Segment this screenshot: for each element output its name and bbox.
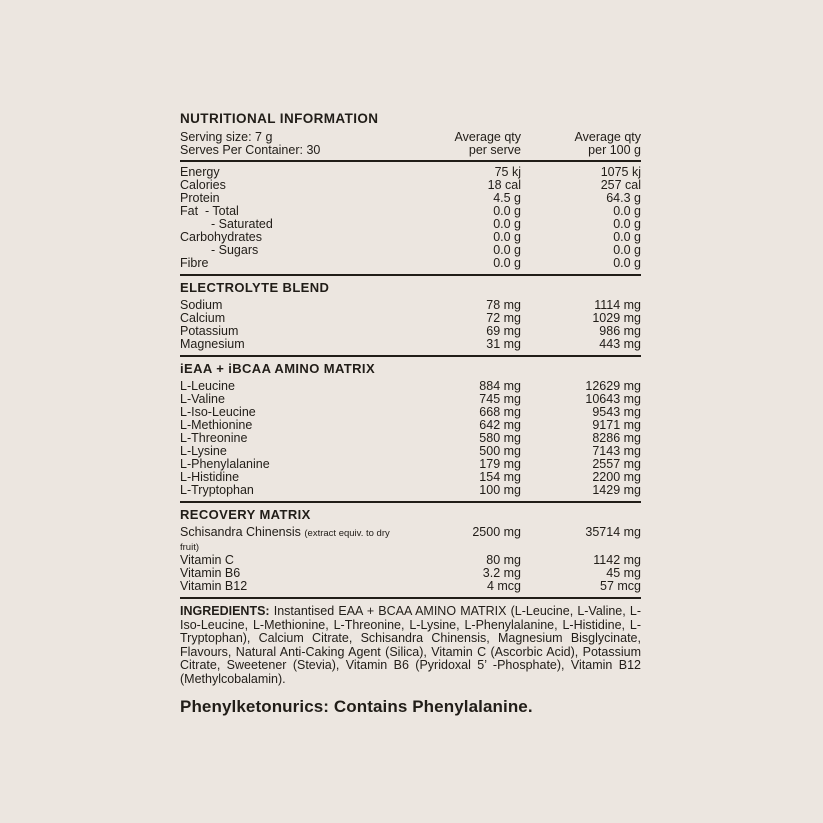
row-label: L-Histidine (180, 470, 240, 484)
table-header (180, 131, 641, 157)
row-qty-per-serve: 2500 mg (472, 525, 521, 539)
row-label: Vitamin B6 (180, 566, 241, 580)
row-qty-per-100g: 0.0 g (613, 256, 641, 270)
row-qty-per-100g: 64.3 g (606, 191, 641, 205)
row-qty-per-serve: 0.0 g (493, 256, 521, 270)
row-qty-per-100g: 35714 mg (585, 525, 641, 539)
row-qty-per-100g: 986 mg (599, 324, 641, 338)
row-qty-per-100g: 1029 mg (592, 311, 641, 325)
row-qty-per-100g: 1075 kj (600, 165, 641, 179)
nutrition-label (180, 112, 641, 716)
row-label: L-Tryptophan (180, 483, 254, 497)
row-label: Fibre (180, 256, 209, 270)
row-l-phenylalanine (180, 458, 641, 471)
row-qty-per-100g: 2557 mg (592, 457, 641, 471)
row-qty-per-serve: 4 mcg (486, 579, 521, 593)
row-qty-per-serve: 0.0 g (493, 230, 521, 244)
row-qty-per-serve: 3.2 mg (482, 566, 521, 580)
row-calories (180, 179, 641, 192)
row-potassium (180, 325, 641, 338)
row-l-leucine (180, 380, 641, 393)
row-label: L-Threonine (180, 431, 248, 445)
row-qty-per-100g: 1142 mg (593, 553, 641, 567)
row-magnesium (180, 338, 641, 351)
row-label: Energy (180, 165, 220, 179)
row-label: Vitamin B12 (180, 579, 248, 593)
row-qty-per-serve: 18 cal (487, 178, 521, 192)
row-label: Calcium (180, 311, 226, 325)
row-qty-per-100g: 1429 mg (592, 483, 641, 497)
row-fibre (180, 257, 641, 270)
phenylketonurics-warning: Phenylketonurics: Contains Phenylalanine. (180, 697, 533, 716)
row-l-tryptophan (180, 484, 641, 497)
electrolyte-rows (180, 295, 641, 355)
ingredients-label: INGREDIENTS: (180, 604, 270, 618)
row-qty-per-serve: 668 mg (479, 405, 521, 419)
section-heading-electrolyte: ELECTROLYTE BLEND (180, 280, 330, 295)
row-qty-per-100g: 8286 mg (592, 431, 641, 445)
row-label: Schisandra Chinensis (extract equiv. to dry fruit) (180, 525, 390, 553)
row-sugars (180, 244, 641, 257)
row-schisandra-chinensis (180, 526, 641, 554)
row-label: L-Methionine (180, 418, 253, 432)
row-l-threonine (180, 432, 641, 445)
row-qty-per-serve: 31 mg (486, 337, 521, 351)
row-qty-per-100g: 0.0 g (613, 230, 641, 244)
ingredients-text: Instantised EAA + BCAA AMINO MATRIX (L-Leucine, L-Valine, L-Iso-Leucine, L-Methionine, L-Threonine, L-Lysine, L-Phenylalanine, L-Histidine, L-Tryptophan), Calcium Citrate, Schisandra Chinensis, Magnesium Bisglycinate, Flavours, Natural Anti-Caking Agent (Silica), Vitamin C (Ascorbic Acid), Potassium Citrate, Sweetener (Stevia), Vitamin B6 (Pyridoxal 5’ -Phosphate), Vitamin B12 (Methylcobalamin). (180, 604, 641, 686)
row-energy (180, 166, 641, 179)
row-label: Sodium (180, 298, 223, 312)
row-label: L-Valine (180, 392, 225, 406)
row-l-methionine (180, 419, 641, 432)
row-qty-per-serve: 580 mg (479, 431, 521, 445)
row-qty-per-100g: 9543 mg (592, 405, 641, 419)
nutrition-title: NUTRITIONAL INFORMATION (180, 111, 379, 126)
row-label: L-Lysine (180, 444, 227, 458)
row-label: L-Iso-Leucine (180, 405, 256, 419)
row-label: - Saturated (211, 217, 273, 231)
serving-info (180, 131, 401, 157)
row-label: Calories (180, 178, 226, 192)
row-qty-per-100g: 0.0 g (613, 243, 641, 257)
row-qty-per-serve: 179 mg (479, 457, 521, 471)
row-qty-per-serve: 100 mg (479, 483, 521, 497)
column-header-per-100g: Average qty per 100 g (574, 130, 641, 157)
row-qty-per-serve: 0.0 g (493, 217, 521, 231)
row-label: - Sugars (211, 243, 259, 257)
recovery-rows (180, 522, 641, 597)
row-vitamin-c (180, 554, 641, 567)
column-header-per-serve: Average qty per serve (454, 130, 521, 157)
row-qty-per-serve: 0.0 g (493, 243, 521, 257)
row-qty-per-serve: 884 mg (479, 379, 521, 393)
row-qty-per-100g: 10643 mg (585, 392, 641, 406)
serves-per-container: Serves Per Container: 30 (180, 143, 321, 157)
row-sodium (180, 299, 641, 312)
row-calcium (180, 312, 641, 325)
section-heading-recovery: RECOVERY MATRIX (180, 507, 311, 522)
row-label: Magnesium (180, 337, 245, 351)
row-vitamin-b6 (180, 567, 641, 580)
row-label-note: (extract equiv. to dry fruit) (180, 528, 390, 553)
row-protein (180, 192, 641, 205)
row-qty-per-serve: 69 mg (486, 324, 521, 338)
row-qty-per-100g: 257 cal (600, 178, 641, 192)
row-qty-per-100g: 0.0 g (613, 217, 641, 231)
row-label: Vitamin C (180, 553, 234, 567)
row-qty-per-serve: 500 mg (479, 444, 521, 458)
row-qty-per-100g: 0.0 g (613, 204, 641, 218)
row-qty-per-100g: 57 mcg (600, 579, 641, 593)
row-qty-per-serve: 642 mg (479, 418, 521, 432)
row-label: Potassium (180, 324, 239, 338)
row-qty-per-100g: 45 mg (606, 566, 641, 580)
row-qty-per-100g: 9171 mg (592, 418, 641, 432)
row-label: Protein (180, 191, 220, 205)
divider (180, 597, 641, 599)
row-qty-per-serve: 4.5 g (493, 191, 521, 205)
row-qty-per-serve: 78 mg (486, 298, 521, 312)
row-label: L-Leucine (180, 379, 235, 393)
row-qty-per-100g: 1114 mg (594, 298, 641, 312)
ingredients-paragraph (180, 605, 641, 686)
row-vitamin-b12 (180, 580, 641, 593)
main-nutrition-rows (180, 162, 641, 274)
row-qty-per-serve: 154 mg (479, 470, 521, 484)
row-qty-per-100g: 2200 mg (592, 470, 641, 484)
row-qty-per-serve: 0.0 g (493, 204, 521, 218)
row-qty-per-serve: 72 mg (486, 311, 521, 325)
divider (180, 274, 641, 276)
row-qty-per-serve: 75 kj (494, 165, 521, 179)
divider (180, 355, 641, 357)
row-qty-per-serve: 745 mg (479, 392, 521, 406)
section-heading-amino: iEAA + iBCAA AMINO MATRIX (180, 361, 376, 376)
row-qty-per-100g: 7143 mg (592, 444, 641, 458)
row-qty-per-serve: 80 mg (486, 553, 521, 567)
row-qty-per-100g: 12629 mg (585, 379, 641, 393)
row-label: L-Phenylalanine (180, 457, 270, 471)
serving-size: Serving size: 7 g (180, 130, 273, 144)
row-qty-per-100g: 443 mg (599, 337, 641, 351)
row-label: Carbohydrates (180, 230, 262, 244)
row-label: Fat - Total (180, 204, 239, 218)
divider (180, 501, 641, 503)
amino-rows (180, 376, 641, 501)
